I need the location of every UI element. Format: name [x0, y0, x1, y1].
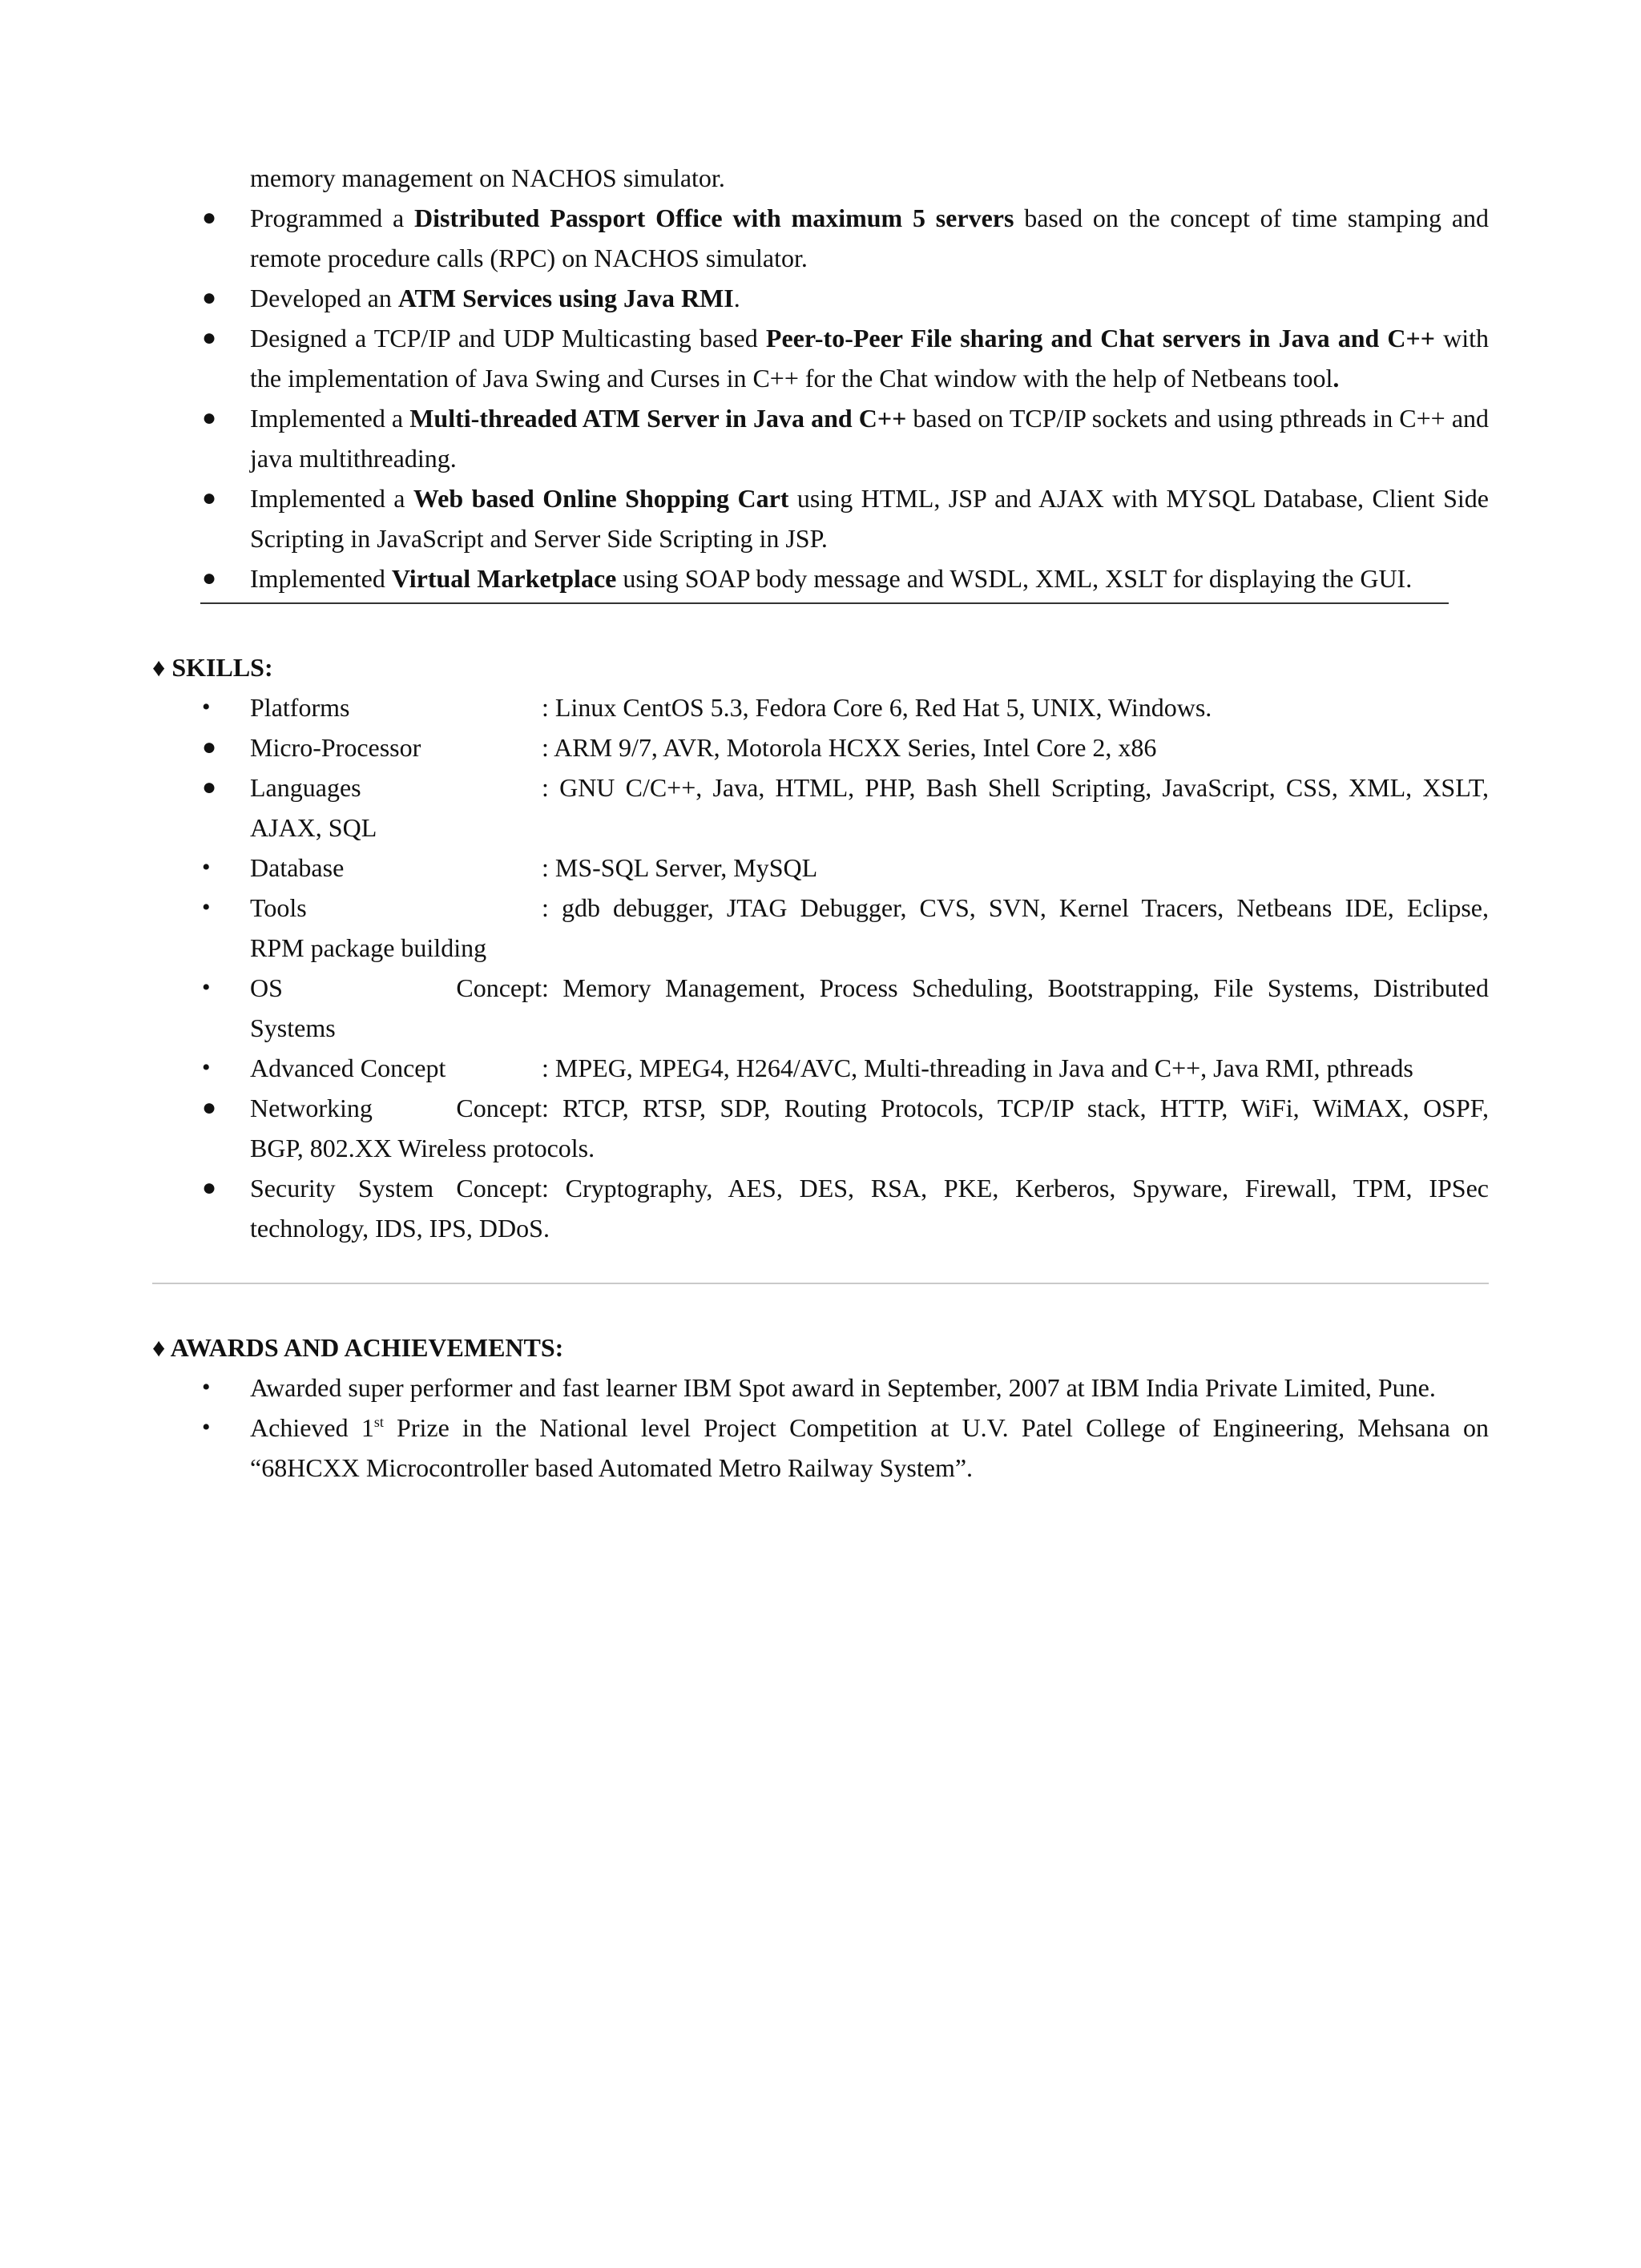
bullet-icon: ●	[202, 1174, 217, 1201]
skill-label: Languages	[250, 773, 361, 802]
bullet-icon: •	[202, 1374, 211, 1400]
project-title: Multi-threaded ATM Server in Java and C++	[409, 404, 907, 433]
bullet-icon: •	[202, 1414, 211, 1440]
skill-row	[250, 687, 1489, 727]
skill-value-continued: BGP, 802.XX Wireless protocols.	[250, 1134, 595, 1162]
awards-section	[152, 1368, 1489, 1488]
award-text: Awarded super performer and fast learner IBM Spot award in September, 2007 at IBM India Private Limited, Pune.	[250, 1373, 1436, 1402]
skill-value: : gdb debugger, JTAG Debugger, CVS, SVN, Kernel Tracers, Netbeans IDE, Eclipse,	[542, 893, 1489, 922]
section-divider	[152, 1283, 1489, 1284]
skill-row	[250, 727, 1489, 767]
project-text-post: with the implementation of Java Swing and Curses in C++ for the Chat window with the help of Netbeans tool	[250, 324, 1490, 393]
project-text-post: based on the concept of time stamping and remote procedure calls (RPC) on NACHOS simulator.	[250, 203, 1490, 272]
project-item	[152, 398, 1489, 478]
project-item	[152, 478, 1489, 558]
bullet-icon: ●	[202, 204, 217, 231]
project-text-post: .	[733, 284, 740, 312]
skill-value-continued: technology, IDS, IPS, DDoS.	[250, 1214, 550, 1243]
skill-label: Security System Concept	[250, 1174, 542, 1202]
bullet-icon: •	[202, 894, 211, 920]
skill-item	[152, 968, 1489, 1048]
project-title: Virtual Marketplace	[391, 564, 617, 593]
bullet-icon: ●	[202, 734, 217, 760]
skill-value: : MPEG, MPEG4, H264/AVC, Multi-threading in Java and C++, Java RMI, pthreads	[542, 1053, 1413, 1082]
skill-value-continued: RPM package building	[250, 933, 487, 962]
skill-value: : MS-SQL Server, MySQL	[542, 853, 818, 882]
project-text-period: .	[1333, 364, 1340, 393]
bullet-icon: ●	[202, 774, 217, 800]
project-text-pre: Implemented	[250, 564, 392, 593]
skill-item	[152, 727, 1489, 767]
project-text-pre: Implemented a	[250, 484, 413, 513]
bullet-icon: •	[202, 854, 211, 880]
skills-list	[152, 687, 1489, 1248]
skill-row	[250, 1168, 1489, 1208]
skill-row	[250, 848, 1489, 888]
skill-label: Database	[250, 853, 345, 882]
skill-row	[250, 1088, 1489, 1128]
award-item	[152, 1368, 1489, 1408]
project-continuation: memory management on NACHOS simulator.	[250, 163, 725, 192]
bullet-icon: ●	[202, 485, 217, 511]
skill-value: : Cryptography, AES, DES, RSA, PKE, Kerberos, Spyware, Firewall, TPM, IPSec	[542, 1174, 1489, 1202]
project-title: ATM Services using Java RMI	[397, 284, 734, 312]
project-text-post: based on TCP/IP sockets and using pthreads in C++ and java multithreading.	[250, 404, 1490, 473]
section-divider	[200, 602, 1449, 604]
skill-label: Micro-Processor	[250, 733, 421, 762]
skill-item	[152, 1168, 1489, 1248]
skill-row	[250, 888, 1489, 928]
awards-heading: ♦ AWARDS AND ACHIEVEMENTS:	[152, 1333, 564, 1362]
skill-row	[250, 1048, 1489, 1088]
skill-label: Advanced Concept	[250, 1053, 446, 1082]
project-item	[152, 278, 1489, 318]
skill-value-continued: AJAX, SQL	[250, 813, 377, 842]
bullet-icon: ●	[202, 324, 217, 351]
skill-row	[250, 767, 1489, 808]
project-text-pre: Implemented a	[250, 404, 410, 433]
skill-value: : Memory Management, Process Scheduling, Bootstrapping, File Systems, Distributed	[542, 973, 1489, 1002]
skill-row	[250, 968, 1489, 1008]
skills-section	[152, 687, 1489, 1248]
skill-item	[152, 687, 1489, 727]
bullet-icon: ●	[202, 405, 217, 431]
skill-item	[152, 888, 1489, 968]
bullet-icon: ●	[202, 1094, 217, 1121]
skill-value-continued: Systems	[250, 1013, 336, 1042]
project-title: Web based Online Shopping Cart	[413, 484, 789, 513]
award-item	[152, 1408, 1489, 1488]
bullet-icon: •	[202, 1054, 211, 1081]
skill-item	[152, 1088, 1489, 1168]
project-text-post: using HTML, JSP and AJAX with MYSQL Database, Client Side Scripting in JavaScript and Server Side Scripting in JSP.	[250, 484, 1489, 553]
projects-section	[152, 158, 1489, 598]
project-title: Peer-to-Peer File sharing and Chat servers in Java and C++	[765, 324, 1435, 352]
award-text-pre: Achieved 1	[250, 1413, 374, 1442]
skill-value: : Linux CentOS 5.3, Fedora Core 6, Red Hat 5, UNIX, Windows.	[542, 693, 1212, 722]
skill-item	[152, 1048, 1489, 1088]
bullet-icon: ●	[202, 284, 217, 311]
project-text-pre: Developed an	[250, 284, 398, 312]
skill-value: : GNU C/C++, Java, HTML, PHP, Bash Shell Scripting, JavaScript, CSS, XML, XSLT,	[542, 773, 1489, 802]
skills-heading: ♦ SKILLS:	[152, 653, 273, 682]
project-text-pre: Programmed a	[250, 203, 415, 232]
skill-item	[152, 848, 1489, 888]
skill-label: Networking Concept	[250, 1094, 542, 1122]
bullet-icon: •	[202, 974, 211, 1001]
bullet-icon: •	[202, 694, 211, 720]
awards-list	[152, 1368, 1489, 1488]
project-text-pre: Designed a TCP/IP and UDP Multicasting based	[250, 324, 766, 352]
project-list	[152, 198, 1489, 598]
project-item	[152, 198, 1489, 278]
ordinal-suffix: st	[373, 1414, 384, 1430]
skill-item	[152, 767, 1489, 848]
award-text-post: Prize in the National level Project Competition at U.V. Patel College of Engineering, Mehsana on “68HCXX Microcontroller based Automated Metro Railway System”.	[250, 1413, 1490, 1482]
skill-label: Platforms	[250, 693, 350, 722]
bullet-icon: ●	[202, 565, 217, 591]
skill-value: : ARM 9/7, AVR, Motorola HCXX Series, Intel Core 2, x86	[542, 733, 1157, 762]
project-text-post: using SOAP body message and WSDL, XML, XSLT for displaying the GUI.	[616, 564, 1413, 593]
skill-label: Tools	[250, 893, 307, 922]
skill-value: : RTCP, RTSP, SDP, Routing Protocols, TCP/IP stack, HTTP, WiFi, WiMAX, OSPF,	[542, 1094, 1489, 1122]
skill-label: OS Concept	[250, 973, 542, 1002]
project-item	[152, 318, 1489, 398]
project-title: Distributed Passport Office with maximum 5 servers	[414, 203, 1014, 232]
project-item	[152, 558, 1489, 598]
